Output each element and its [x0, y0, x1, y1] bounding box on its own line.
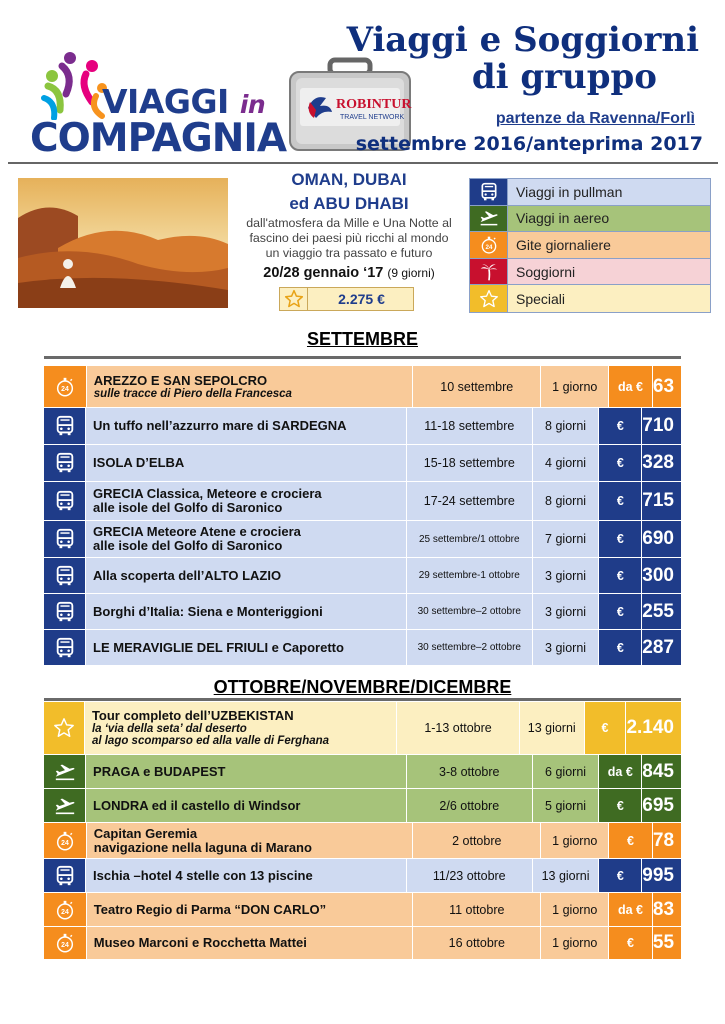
trip-currency: da €	[609, 366, 653, 407]
trip-name: Capitan Geremia	[93, 825, 198, 841]
trip-duration: 3 giorni	[533, 594, 599, 629]
star-icon	[44, 702, 85, 754]
trip-name-cell	[86, 594, 407, 629]
airplane-icon	[44, 789, 86, 822]
trip-duration: 8 giorni	[533, 408, 599, 444]
legend-label: Viaggi in pullman	[516, 183, 623, 200]
trip-price: 995	[642, 859, 681, 892]
trip-dates: 29 settembre-1 ottobre	[407, 558, 533, 593]
bus-icon	[44, 408, 86, 444]
svg-text:24: 24	[61, 942, 69, 950]
trip-name-cell	[86, 521, 407, 557]
svg-text:24: 24	[485, 243, 492, 251]
trip-name-cell	[86, 789, 407, 822]
trip-duration: 13 giorni	[533, 859, 599, 892]
trip-row	[44, 927, 681, 960]
trip-name: LONDRA ed il castello di Windsor	[93, 797, 301, 813]
trip-name: Ischia –hotel 4 stelle con 13 piscine	[93, 867, 313, 883]
feature-dates: 20/28 gennaio ‘17 (9 giorni)	[263, 265, 435, 281]
trip-price: 287	[642, 630, 681, 665]
suitcase-tagline: TRAVEL NETWORK	[340, 114, 405, 121]
trip-name: Borghi d’Italia: Siena e Monteriggioni	[93, 603, 323, 619]
legend-item-spec	[470, 285, 710, 312]
feature-description: dall'atmosfera da Mille e Una Notte al fascino dei paesi più ricchi al mondo un viaggio tra passato e futuro	[246, 216, 452, 260]
trip-name: Museo Marconi e Rocchetta Mattei	[93, 935, 307, 950]
trip-row	[44, 755, 681, 789]
trip-price: 78	[653, 823, 681, 858]
trip-duration: 7 giorni	[533, 521, 599, 557]
trip-price: 328	[642, 445, 681, 481]
trip-name-cell	[86, 558, 407, 593]
24h-stopwatch-icon	[470, 232, 508, 258]
bus-icon	[44, 630, 86, 665]
trip-price: 715	[642, 482, 681, 520]
trip-row	[44, 445, 681, 482]
trip-currency: €	[599, 408, 642, 444]
trip-price: 63	[653, 366, 681, 407]
trip-currency: €	[599, 482, 642, 520]
trip-row	[44, 482, 681, 521]
24h-stopwatch-icon	[44, 927, 87, 959]
trip-duration: 4 giorni	[533, 445, 599, 481]
trip-price: 2.140	[626, 702, 681, 754]
trip-name-cell	[86, 445, 407, 481]
trip-dates: 2 ottobre	[413, 823, 541, 858]
trip-currency: €	[609, 823, 653, 858]
trip-name-cell	[87, 927, 413, 959]
bus-icon	[44, 558, 86, 593]
trip-row	[44, 558, 681, 594]
legend-label: Gite giornaliere	[516, 236, 611, 253]
trip-dates: 11/23 ottobre	[407, 859, 533, 892]
airplane-icon	[470, 206, 508, 232]
trip-name: Teatro Regio di Parma “DON CARLO”	[93, 901, 327, 917]
legend-item-air	[470, 206, 710, 233]
trip-currency: €	[599, 789, 642, 822]
trip-name: Alla scoperta dell’ALTO LAZIO	[93, 567, 282, 583]
period-subtitle: settembre 2016/anteprima 2017	[355, 133, 703, 155]
trip-name: Tour completo dell’UZBEKISTAN	[91, 708, 294, 723]
trip-subtitle: la ‘via della seta’ dal deserto	[91, 723, 247, 735]
legend-item-day	[470, 232, 710, 259]
feature-duration: (9 giorni)	[387, 266, 435, 280]
bus-icon	[470, 179, 508, 205]
bus-icon	[44, 445, 86, 481]
feature-price: 2.275 €	[338, 291, 385, 307]
viaggi-in-compagnia-logo	[30, 50, 287, 161]
legend-item-bus	[470, 179, 710, 206]
trip-price: 695	[642, 789, 681, 822]
trip-price: 710	[642, 408, 681, 444]
24h-stopwatch-icon	[44, 366, 87, 407]
trip-price: 300	[642, 558, 681, 593]
trip-currency: da €	[599, 755, 642, 788]
departure-subtitle: partenze da Ravenna/Forlì	[495, 110, 695, 127]
trip-duration: 8 giorni	[533, 482, 599, 520]
legend-item-stay	[470, 259, 710, 286]
section-divider	[44, 356, 681, 359]
trip-currency: €	[599, 445, 642, 481]
trip-dates: 25 settembre/1 ottobre	[407, 521, 533, 557]
trip-duration: 1 giorno	[541, 366, 609, 407]
trip-dates: 3-8 ottobre	[407, 755, 533, 788]
trip-duration: 3 giorni	[533, 630, 599, 665]
trip-name-cell	[87, 823, 413, 858]
trip-currency: €	[599, 558, 642, 593]
trip-dates: 15-18 settembre	[407, 445, 533, 481]
trip-dates: 10 settembre	[413, 366, 541, 407]
legend	[469, 178, 711, 313]
trip-name-line2: alle isole del Golfo di Saronico	[93, 500, 283, 515]
svg-text:24: 24	[61, 839, 69, 847]
trip-dates: 17-24 settembre	[407, 482, 533, 520]
trip-name: PRAGA e BUDAPEST	[93, 763, 226, 779]
trip-dates: 1-13 ottobre	[397, 702, 520, 754]
trip-name-cell	[87, 366, 413, 407]
trip-price: 55	[653, 927, 681, 959]
svg-text:24: 24	[61, 908, 69, 916]
section-title-ottobre-dicembre: OTTOBRE/NOVEMBRE/DICEMBRE	[213, 677, 512, 697]
trip-row	[44, 366, 681, 408]
trip-duration: 6 giorni	[533, 755, 599, 788]
trip-currency: €	[609, 927, 653, 959]
trip-row	[44, 702, 681, 755]
trip-row	[44, 594, 681, 630]
legend-label: Speciali	[516, 290, 566, 307]
airplane-icon	[44, 755, 86, 788]
trip-name: ISOLA D’ELBA	[93, 455, 185, 470]
palm-tree-icon	[470, 259, 508, 285]
section-divider	[44, 698, 681, 701]
suitcase-brand: ROBINTUR	[336, 97, 412, 112]
trip-name: Un tuffo nell’azzurro mare di SARDEGNA	[93, 418, 347, 433]
trip-dates: 2/6 ottobre	[407, 789, 533, 822]
24h-stopwatch-icon	[44, 893, 87, 926]
trip-name-cell	[86, 859, 407, 892]
trip-price: 83	[653, 893, 681, 926]
24h-stopwatch-icon	[44, 823, 87, 858]
bus-icon	[44, 859, 86, 892]
desert-photo	[18, 178, 228, 308]
trip-duration: 13 giorni	[520, 702, 585, 754]
trip-name-cell	[86, 630, 407, 665]
trip-name-cell	[86, 482, 407, 520]
trip-name-cell	[86, 408, 407, 444]
star-icon	[470, 285, 508, 312]
trip-dates: 30 settembre–2 ottobre	[407, 594, 533, 629]
trips-table-ottobre-dicembre	[44, 702, 681, 960]
trip-dates: 16 ottobre	[413, 927, 541, 959]
trip-dates: 11 ottobre	[413, 893, 541, 926]
trip-row	[44, 893, 681, 927]
trip-row	[44, 823, 681, 859]
trip-currency: €	[599, 594, 642, 629]
trip-price: 845	[642, 755, 681, 788]
trip-duration: 1 giorno	[541, 893, 609, 926]
trip-currency: €	[599, 630, 642, 665]
bus-icon	[44, 482, 86, 520]
trip-duration: 1 giorno	[541, 823, 609, 858]
trip-row	[44, 859, 681, 893]
trip-name: GRECIA Meteore Atene e crociera	[93, 524, 301, 539]
section-title-settembre: SETTEMBRE	[306, 329, 418, 349]
trip-name-line2: alle isole del Golfo di Saronico	[93, 538, 283, 553]
trip-row	[44, 789, 681, 823]
feature-price-box	[279, 287, 414, 311]
trip-subtitle: sulle tracce di Piero della Francesca	[93, 387, 292, 400]
svg-text:24: 24	[61, 385, 69, 393]
legend-label: Soggiorni	[516, 263, 576, 280]
bus-icon	[44, 521, 86, 557]
trip-row	[44, 521, 681, 558]
header-divider	[8, 162, 718, 164]
trip-name: GRECIA Classica, Meteore e crociera	[93, 486, 322, 501]
feature-title: OMAN, DUBAI ed ABU DHABI	[289, 170, 409, 213]
logo-word-viaggi: VIAGGI in	[102, 82, 266, 121]
trip-currency: €	[599, 521, 642, 557]
trip-name-cell	[85, 702, 397, 754]
bus-icon	[44, 594, 86, 629]
trip-duration: 5 giorni	[533, 789, 599, 822]
trip-name-cell	[87, 893, 413, 926]
trip-duration: 1 giorno	[541, 927, 609, 959]
page-title: Viaggi e Soggiorni di gruppo	[346, 20, 699, 98]
trip-duration: 3 giorni	[533, 558, 599, 593]
trip-name: AREZZO E SAN SEPOLCRO	[93, 372, 268, 388]
trip-price: 690	[642, 521, 681, 557]
legend-label: Viaggi in aereo	[516, 210, 610, 227]
trip-currency: €	[585, 702, 627, 754]
trip-dates: 11-18 settembre	[407, 408, 533, 444]
trip-row	[44, 408, 681, 445]
trip-currency: da €	[609, 893, 653, 926]
trip-currency: €	[599, 859, 642, 892]
trip-price: 255	[642, 594, 681, 629]
trip-row	[44, 630, 681, 666]
trip-name-cell	[86, 755, 407, 788]
logo-word-compagnia: COMPAGNIA	[30, 116, 287, 161]
star-icon	[280, 288, 308, 310]
trip-name: LE MERAVIGLIE DEL FRIULI e Caporetto	[93, 639, 344, 655]
trip-dates: 30 settembre–2 ottobre	[407, 630, 533, 665]
trips-table-settembre	[44, 366, 681, 666]
trip-name-line2: navigazione nella laguna di Marano	[93, 839, 312, 855]
trip-subtitle-line2: al lago scomparso ed alla valle di Ferghana	[91, 735, 330, 747]
